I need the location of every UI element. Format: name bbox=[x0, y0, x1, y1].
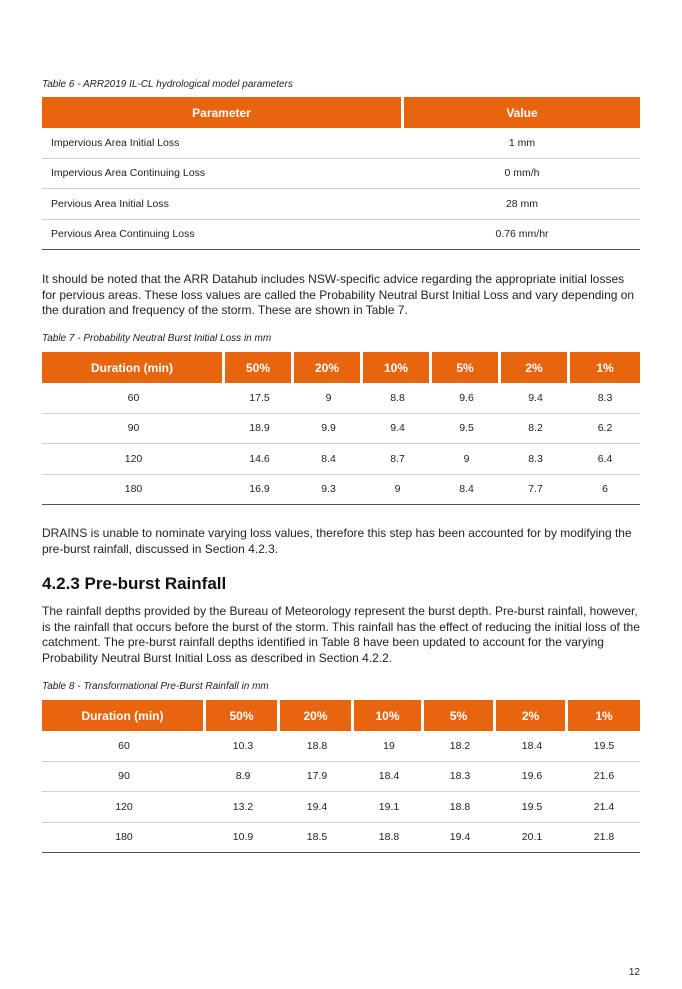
table-cell: 60 bbox=[42, 383, 225, 414]
table7 bbox=[42, 352, 640, 505]
table-cell: 18.3 bbox=[424, 762, 496, 793]
table-cell: 20.1 bbox=[496, 823, 568, 854]
table-cell: Impervious Area Initial Loss bbox=[42, 128, 404, 159]
table-cell: 19 bbox=[354, 731, 424, 762]
table-cell: 21.4 bbox=[568, 792, 640, 823]
table-cell: 17.5 bbox=[225, 383, 294, 414]
table-cell: 90 bbox=[42, 414, 225, 445]
table7-header-10: 10% bbox=[363, 352, 432, 383]
table7-header-50: 50% bbox=[225, 352, 294, 383]
table-cell: 21.8 bbox=[568, 823, 640, 854]
table6-header-parameter: Parameter bbox=[42, 97, 404, 128]
table-cell: 120 bbox=[42, 444, 225, 475]
table-cell: 8.4 bbox=[432, 475, 501, 506]
section-heading: 4.2.3 Pre-burst Rainfall bbox=[42, 574, 227, 593]
table-row bbox=[42, 220, 640, 251]
table-cell: 19.5 bbox=[496, 792, 568, 823]
table-row bbox=[42, 823, 640, 854]
table-cell: 9 bbox=[363, 475, 432, 506]
table-cell: 6 bbox=[570, 475, 640, 506]
paragraph-pre-burst: The rainfall depths provided by the Bureau of Meteorology represent the burst depth. Pre-burst rainfall, however, is the rainfall that occurs before the burst of the storm. This rainfall has the effect of reducing the initial loss of the catchment. The pre-burst rainfall depths identified in Table 8 have been updated to account for the varying Probability Neutral Burst Initial Loss as described in Section 4.2.2. bbox=[42, 604, 640, 665]
table-cell: 9.3 bbox=[294, 475, 363, 506]
table7-header-duration: Duration (min) bbox=[42, 352, 225, 383]
page-number: 12 bbox=[628, 967, 640, 978]
table7-header-1: 1% bbox=[570, 352, 640, 383]
table8-header-1: 1% bbox=[568, 700, 640, 731]
table-cell: 10.9 bbox=[206, 823, 280, 854]
table-cell: 1 mm bbox=[404, 128, 640, 159]
table-row bbox=[42, 475, 640, 506]
table-cell: 19.4 bbox=[280, 792, 354, 823]
table-cell: 21.6 bbox=[568, 762, 640, 793]
table-row bbox=[42, 792, 640, 823]
table-cell: 90 bbox=[42, 762, 206, 793]
table-cell: 180 bbox=[42, 475, 225, 506]
paragraph-loss-advice: It should be noted that the ARR Datahub includes NSW-specific advice regarding the appropriate initial losses for pervious areas. These loss values are called the Probability Neutral Burst Initial Loss and vary depending on the duration and frequency of the storm. These are shown in Table 7. bbox=[42, 272, 635, 317]
table-cell: 60 bbox=[42, 731, 206, 762]
table7-caption: Table 7 - Probability Neutral Burst Initial Loss in mm bbox=[42, 333, 272, 344]
table-cell: 19.6 bbox=[496, 762, 568, 793]
table-cell: 18.8 bbox=[280, 731, 354, 762]
table6-header-row bbox=[42, 97, 640, 128]
table-cell: Pervious Area Initial Loss bbox=[42, 189, 404, 220]
table-row bbox=[42, 383, 640, 414]
table-row bbox=[42, 189, 640, 220]
table-cell: 9 bbox=[432, 444, 501, 475]
table7-header-5: 5% bbox=[432, 352, 501, 383]
table-cell: 14.6 bbox=[225, 444, 294, 475]
table-cell: 9.6 bbox=[432, 383, 501, 414]
table-cell: 8.4 bbox=[294, 444, 363, 475]
table-row bbox=[42, 762, 640, 793]
table-cell: 18.4 bbox=[496, 731, 568, 762]
paragraph-drains: DRAINS is unable to nominate varying loss values, therefore this step has been accounted for by modifying the pre-burst rainfall, discussed in Section 4.2.3. bbox=[42, 526, 632, 556]
table-cell: 17.9 bbox=[280, 762, 354, 793]
table-cell: 18.9 bbox=[225, 414, 294, 445]
table-cell: 19.5 bbox=[568, 731, 640, 762]
table-cell: Impervious Area Continuing Loss bbox=[42, 159, 404, 190]
table8-header-2: 2% bbox=[496, 700, 568, 731]
table-cell: 9 bbox=[294, 383, 363, 414]
table-cell: 18.2 bbox=[424, 731, 496, 762]
table-cell: 6.4 bbox=[570, 444, 640, 475]
table-row bbox=[42, 444, 640, 475]
table6 bbox=[42, 97, 640, 250]
table-cell: 16.9 bbox=[225, 475, 294, 506]
table-cell: 120 bbox=[42, 792, 206, 823]
table8-header-10: 10% bbox=[354, 700, 424, 731]
table-cell: 9.9 bbox=[294, 414, 363, 445]
table-cell: 8.8 bbox=[363, 383, 432, 414]
table-cell: 7.7 bbox=[501, 475, 570, 506]
table-cell: 10.3 bbox=[206, 731, 280, 762]
table-cell: 13.2 bbox=[206, 792, 280, 823]
table-cell: 8.9 bbox=[206, 762, 280, 793]
table8-header-duration: Duration (min) bbox=[42, 700, 206, 731]
table-row bbox=[42, 128, 640, 159]
table-cell: 19.1 bbox=[354, 792, 424, 823]
table7-header-20: 20% bbox=[294, 352, 363, 383]
table8 bbox=[42, 700, 640, 853]
table-cell: 0 mm/h bbox=[404, 159, 640, 190]
table-cell: Pervious Area Continuing Loss bbox=[42, 220, 404, 251]
table8-header-20: 20% bbox=[280, 700, 354, 731]
table-cell: 9.5 bbox=[432, 414, 501, 445]
table-row bbox=[42, 731, 640, 762]
table8-caption: Table 8 - Transformational Pre-Burst Rainfall in mm bbox=[42, 681, 269, 692]
table7-header-row bbox=[42, 352, 640, 383]
table-cell: 18.5 bbox=[280, 823, 354, 854]
table-cell: 180 bbox=[42, 823, 206, 854]
table8-header-5: 5% bbox=[424, 700, 496, 731]
table-cell: 9.4 bbox=[501, 383, 570, 414]
table-cell: 19.4 bbox=[424, 823, 496, 854]
table6-caption: Table 6 - ARR2019 IL-CL hydrological model parameters bbox=[42, 79, 293, 90]
table8-header-row bbox=[42, 700, 640, 731]
table-cell: 18.4 bbox=[354, 762, 424, 793]
table-cell: 6.2 bbox=[570, 414, 640, 445]
table-cell: 0.76 mm/hr bbox=[404, 220, 640, 251]
table7-header-2: 2% bbox=[501, 352, 570, 383]
table-cell: 28 mm bbox=[404, 189, 640, 220]
table-cell: 8.3 bbox=[501, 444, 570, 475]
table-cell: 8.3 bbox=[570, 383, 640, 414]
table-cell: 9.4 bbox=[363, 414, 432, 445]
table-row bbox=[42, 159, 640, 190]
table-cell: 18.8 bbox=[424, 792, 496, 823]
table-cell: 18.8 bbox=[354, 823, 424, 854]
table6-header-value: Value bbox=[404, 97, 640, 128]
table8-header-50: 50% bbox=[206, 700, 280, 731]
table-cell: 8.7 bbox=[363, 444, 432, 475]
table-cell: 8.2 bbox=[501, 414, 570, 445]
table-row bbox=[42, 414, 640, 445]
